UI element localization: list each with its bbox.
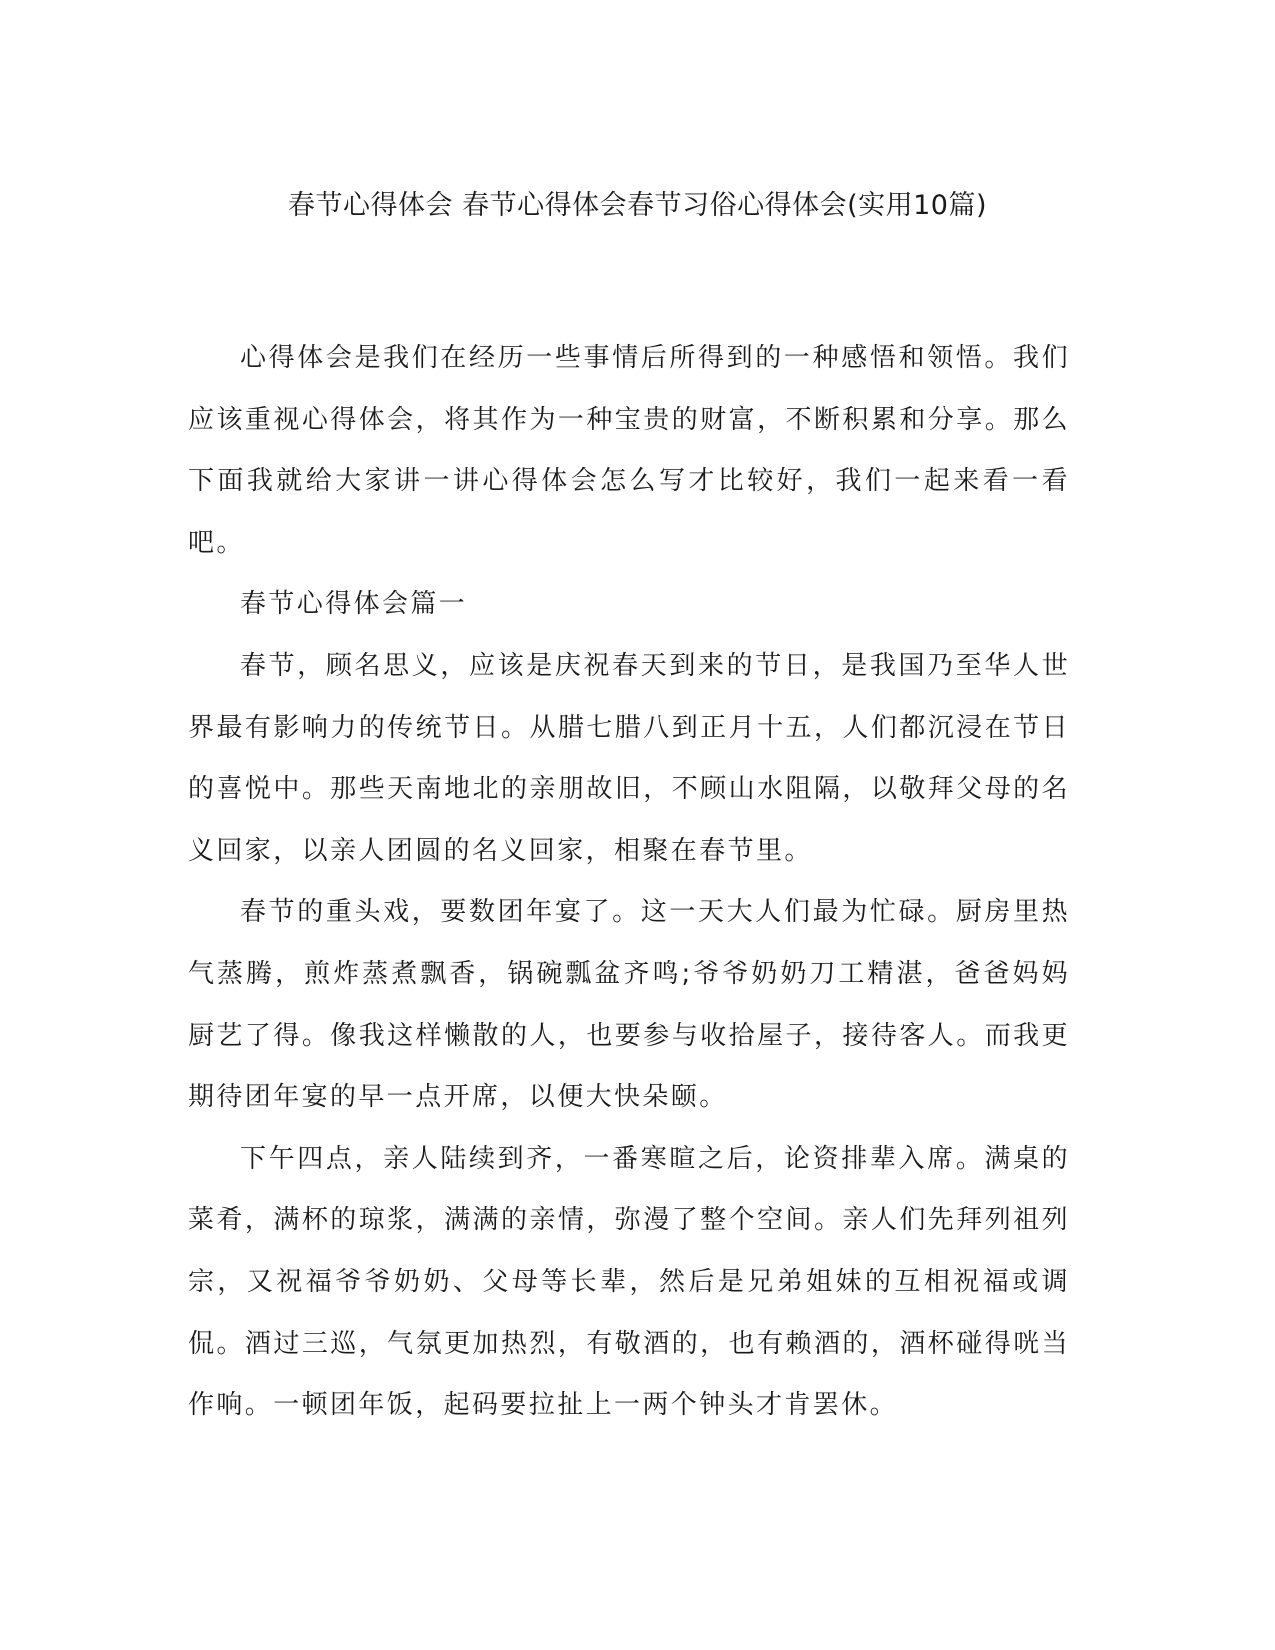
document-body (188, 328, 1070, 1437)
document-title: 春节心得体会 春节心得体会春节习俗心得体会(实用10篇) (287, 190, 987, 221)
body-paragraph: 下午四点，亲人陆续到齐，一番寒暄之后，论资排辈入席。满桌的菜肴，满杯的琼浆，满满的亲情，弥漫了整个空间。亲人们先拜列祖列宗，又祝福爷爷奶奶、父母等长辈，然后是兄弟姐妹的互相祝福或调侃。酒过三巡，气氛更加热烈，有敬酒的，也有赖酒的，酒杯碰得咣当作响。一顿团年饭，起码要拉扯上一两个钟头才肯罢休。 (188, 1143, 1070, 1421)
section-heading: 春节心得体会篇一 (240, 589, 468, 620)
intro-paragraph: 心得体会是我们在经历一些事情后所得到的一种感悟和领悟。我们应该重视心得体会，将其作为一种宝贵的财富，不断积累和分享。那么下面我就给大家讲一讲心得体会怎么写才比较好，我们一起来看一看吧。 (188, 343, 1070, 558)
body-paragraph: 春节，顾名思义，应该是庆祝春天到来的节日，是我国乃至华人世界最有影响力的传统节日。从腊七腊八到正月十五，人们都沉浸在节日的喜悦中。那些天南地北的亲朋故旧，不顾山水阻隔，以敬拜父母的名义回家，以亲人团圆的名义回家，相聚在春节里。 (188, 650, 1070, 866)
body-paragraph: 春节的重头戏，要数团年宴了。这一天大人们最为忙碌。厨房里热气蒸腾，煎炸蒸煮飘香，锅碗瓢盆齐鸣;爷爷奶奶刀工精湛，爸爸妈妈厨艺了得。像我这样懒散的人，也要参与收拾屋子，接待客人。而我更期待团年宴的早一点开席，以便大快朵颐。 (188, 897, 1070, 1113)
